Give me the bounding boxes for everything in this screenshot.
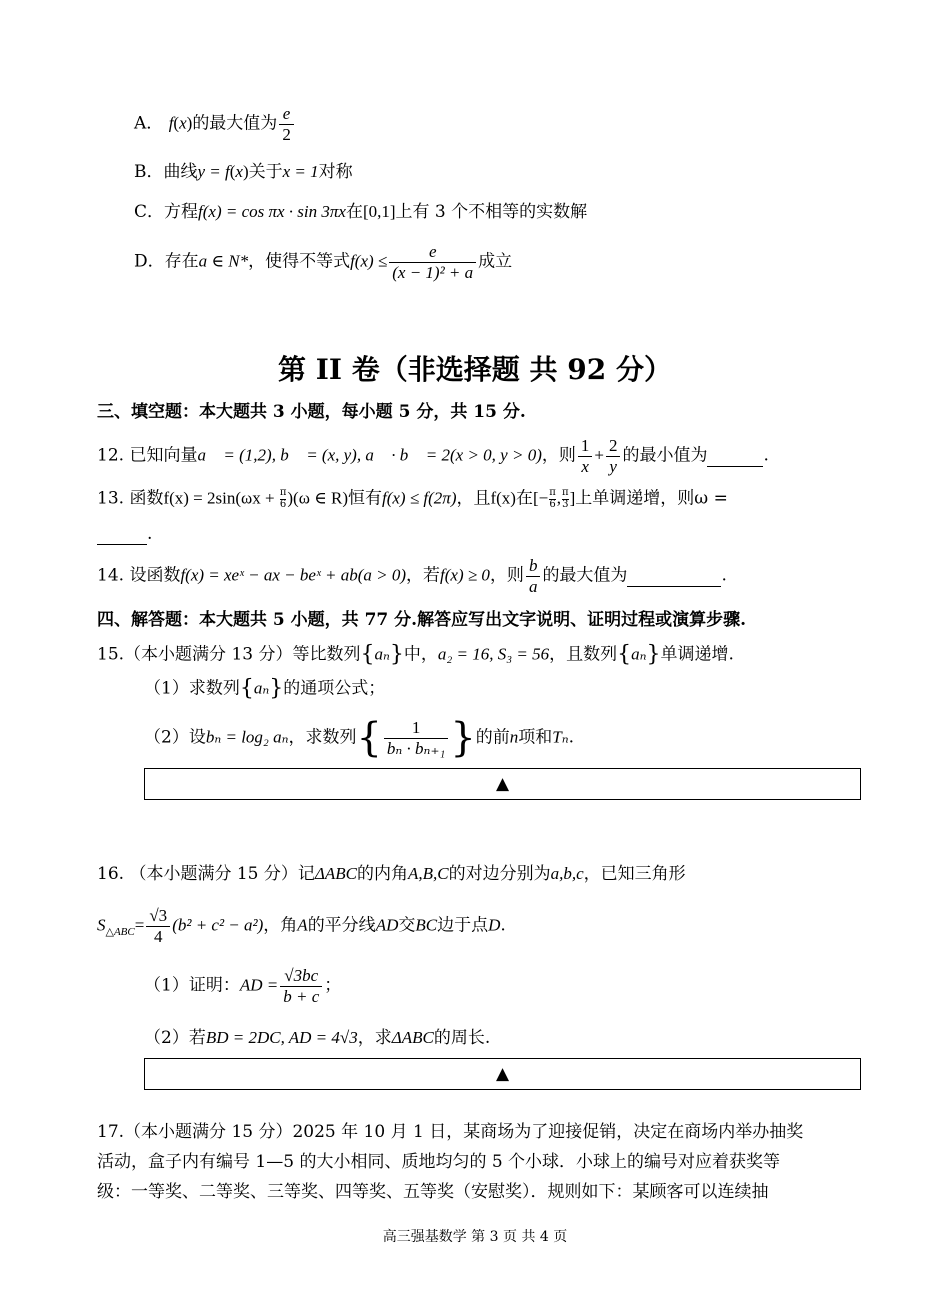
triangle-marker-icon: ▲ [495,774,510,794]
question-17-line-1: 17.（本小题满分 15 分）2025 年 10 月 1 日，某商场为了迎接促销，决定在商场内举办抽奖 [97,1122,804,1142]
question-16-area: $S_{\triangle ABC}=$ $\frac{√3}{4}$ (b² + c² − a²)，角A的平分线AD交BC边于点D. [97,906,506,946]
page-footer: 高三强基数学 第 3 页 共 4 页 [382,1229,568,1245]
fraction-inequality: $\frac{e}{\text{(x − 1)² + a}}$ [389,242,476,282]
question-17-line-2: 活动，盒子内有编号 1—5 的大小相同、质地均匀的 5 个小球．小球上的编号对应着获奖等 [97,1152,781,1172]
question-15-part-1: （1）求数列{aₙ}的通项公式； [144,676,386,701]
question-16: 16. （本小题满分 15 分）记ΔABC的内角A,B,C的对边分别为a,b,c，已知三角形 [97,864,686,884]
question-13-blank: . [97,524,152,545]
answer-box-16[interactable] [144,1058,861,1090]
section-title: 第 II 卷（非选择题 共 92 分） [278,353,672,386]
fraction-e-over-2: $\frac{e}{2}$ [279,104,294,144]
question-17-line-3: 级：一等奖、二等奖、三等奖、四等奖、五等奖（安慰奖）．规则如下：某顾客可以连续抽 [97,1182,769,1202]
answer-box-15[interactable] [144,768,861,800]
question-16-part-2: （2）若BD = 2DC, AD = 4√3，求ΔABC的周长. [144,1028,491,1048]
question-14: 14. 设函数f(x) = xeˣ − ax − beˣ + ab(a > 0)，若f(x) ≥ 0，则 $\frac{b}{a}$ 的最大值为 . [97,556,727,596]
answer-blank[interactable] [707,446,763,467]
option-c: C．方程f(x) = cos πx · sin 3πx在[0,1]上有 3 个不相等的实数解 [134,202,588,222]
question-15-part-2: （2）设bₙ = log₂ aₙ，求数列{ $\frac{1}{\text{bₙ · bₙ₊₁}}$ }的前n项和Tₙ. [144,715,575,761]
question-13: 13. 函数f(x) = 2sin(ωx + $\frac{\pi}{6}$ )(ω ∈ R)恒有f(x) ≤ f(2π)，且f(x)在[− $\frac{\pi}{6}$ , $\frac{\pi}{3}$ ]上单调递增，则ω = [97,487,728,510]
option-b: B．曲线y = f(x)关于x = 1对称 [134,162,353,182]
option-a: A． f(x)的最大值为 $\frac{e}{2}$ [134,104,296,144]
question-12: 12. 已知向量a⃗ = (1,2), b⃗ = (x, y), a⃗ · b⃗ = 2(x > 0, y > 0)，则 $\frac{1}{x}$ + $\frac{2}{y}$ 的最小值为 . [97,436,769,476]
part3-heading: 三、填空题：本大题共 3 小题，每小题 5 分，共 15 分. [97,402,526,422]
question-15: 15.（本小题满分 13 分）等比数列{aₙ}中，a₂ = 16, S₃ = 56，且数列{aₙ}单调递增. [97,642,734,667]
answer-blank[interactable] [97,524,147,545]
triangle-marker-icon: ▲ [495,1064,510,1084]
answer-blank[interactable] [627,566,721,587]
question-16-part-1: （1）证明：AD = $\frac{√3bc}{b + c}$ ； [144,966,342,1006]
part4-heading: 四、解答题：本大题共 5 小题，共 77 分.解答应写出文字说明、证明过程或演算步骤. [97,610,746,630]
option-d: D．存在a ∈ N*，使得不等式f(x) ≤ $\frac{e}{\text{(x − 1)² + a}}$ 成立 [134,242,513,282]
